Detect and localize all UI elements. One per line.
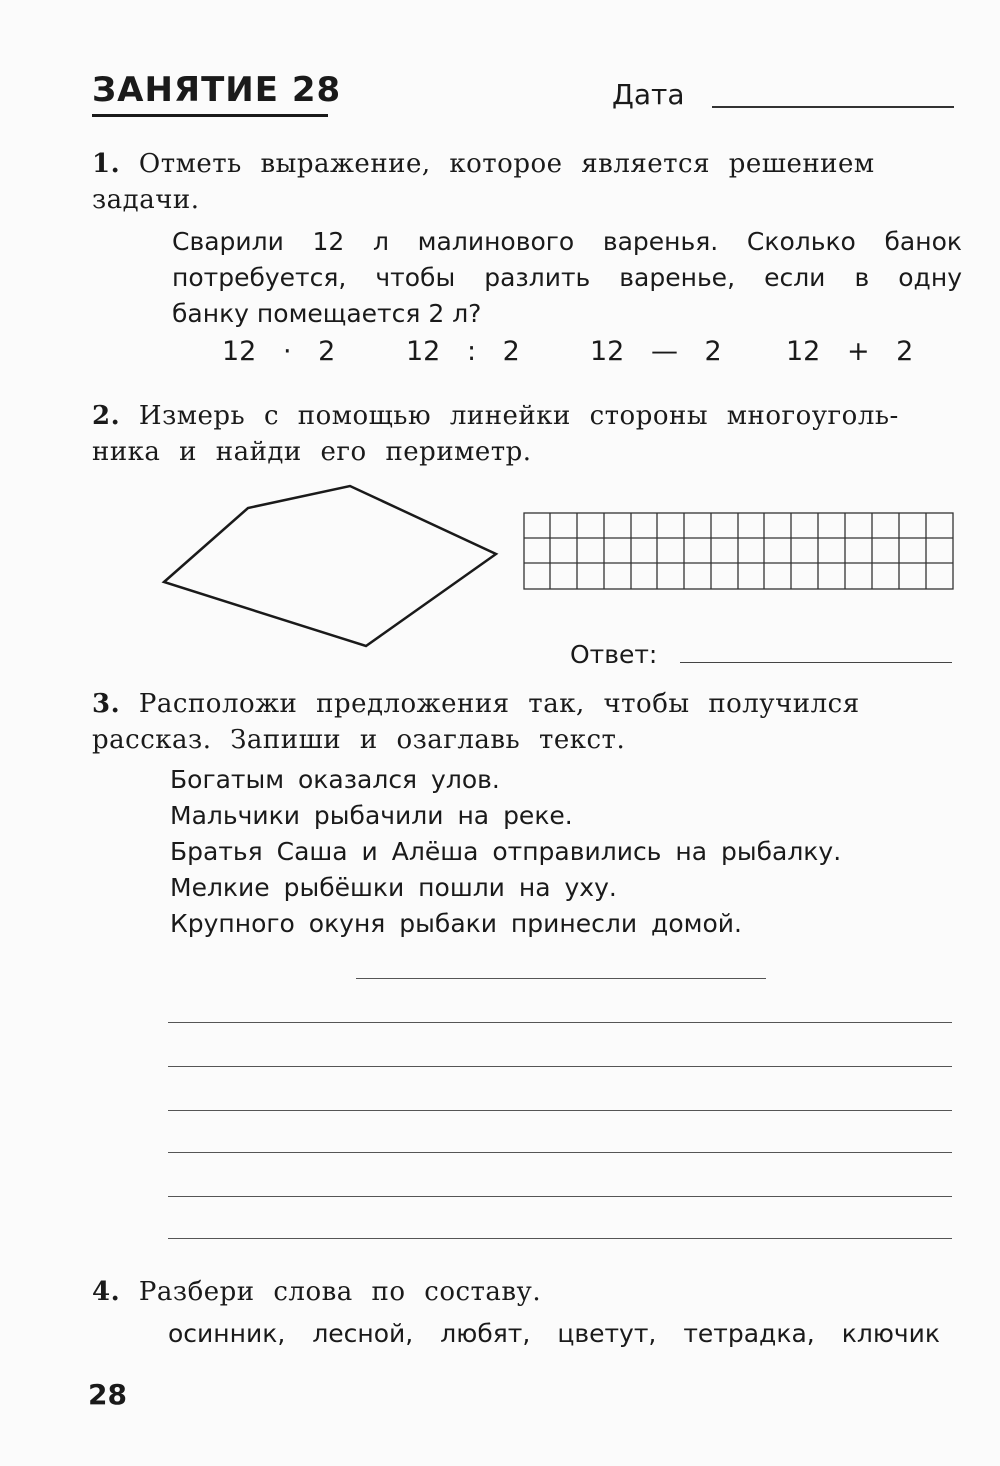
writing-line[interactable]: [168, 1110, 952, 1111]
sentence-list: [170, 762, 950, 942]
task-3-instruction: [92, 686, 962, 758]
answer-line[interactable]: [680, 662, 952, 663]
task-1-number: 1.: [92, 149, 121, 179]
task-1-text-line2: задачи.: [92, 185, 200, 215]
problem-line-2: потребуется, чтобы разлить варенье, если в одну: [172, 263, 962, 292]
writing-line[interactable]: [168, 1152, 952, 1153]
writing-line[interactable]: [168, 1022, 952, 1023]
task-1-text-line1: Отметь выражение, которое является решением: [138, 149, 875, 179]
task-2-number: 2.: [92, 401, 121, 431]
task-3-text-line1: Расположи предложения так, чтобы получился: [138, 689, 860, 719]
task-1-problem: [172, 224, 962, 332]
date-field-line[interactable]: [712, 106, 954, 108]
sentence-item: Крупного окуня рыбаки принесли домой.: [170, 909, 742, 938]
lesson-title: ЗАНЯТИЕ 28: [92, 70, 342, 110]
task-4-instruction: [92, 1274, 962, 1310]
answer-label: Ответ:: [570, 640, 658, 669]
expression-option-2[interactable]: 12 : 2: [406, 336, 520, 367]
expression-option-1[interactable]: 12 · 2: [222, 336, 336, 367]
task-2-text-line2: ника и найди его периметр.: [92, 437, 532, 467]
problem-line-3: банку помещается 2 л?: [172, 299, 482, 328]
task-1-instruction: [92, 146, 962, 218]
task-3-text-line2: рассказ. Запиши и озаглавь текст.: [92, 725, 626, 755]
date-label: Дата: [612, 78, 685, 111]
task-4-text: Разбери слова по составу.: [138, 1277, 542, 1307]
task-4-number: 4.: [92, 1277, 121, 1307]
sentence-item: Мальчики рыбачили на реке.: [170, 801, 573, 830]
task-4-words: осинник, лесной, любят, цветут, тетрадка, ключик: [168, 1319, 940, 1348]
task-2-text-line1: Измерь с помощью линейки стороны многоуголь-: [138, 401, 899, 431]
writing-line[interactable]: [168, 1196, 952, 1197]
sentence-item: Мелкие рыбёшки пошли на уху.: [170, 873, 617, 902]
lesson-title-underline: [92, 114, 328, 117]
sentence-item: Братья Саша и Алёша отправились на рыбалку.: [170, 837, 842, 866]
task-3-number: 3.: [92, 689, 121, 719]
expression-option-4[interactable]: 12 + 2: [786, 336, 914, 367]
writing-line[interactable]: [168, 1238, 952, 1239]
task-2-instruction: [92, 398, 962, 470]
sentence-item: Богатым оказался улов.: [170, 765, 500, 794]
writing-line[interactable]: [168, 1066, 952, 1067]
page-number: 28: [88, 1378, 127, 1411]
title-writing-line[interactable]: [356, 978, 766, 979]
calculation-grid[interactable]: [523, 512, 955, 592]
expression-option-3[interactable]: 12 — 2: [590, 336, 722, 367]
polygon-figure: [150, 476, 510, 656]
problem-line-1: Сварили 12 л малинового варенья. Сколько банок: [172, 227, 962, 256]
